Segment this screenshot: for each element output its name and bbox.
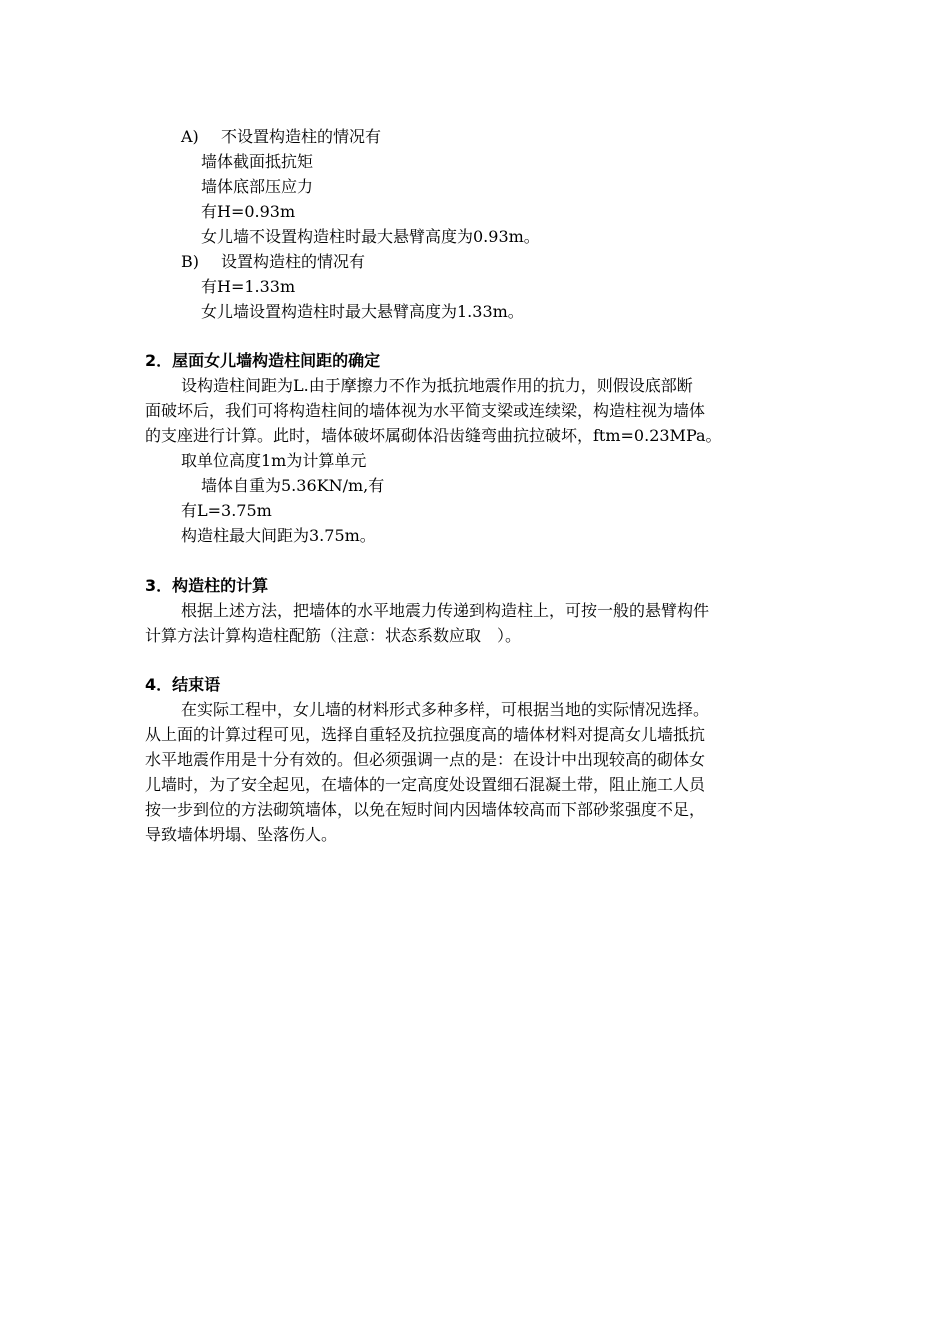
section-b-line: 有H=1.33m	[201, 277, 296, 296]
section-2-paragraph-line: 面破坏后，我们可将构造柱间的墙体视为水平简支梁或连续梁，构造柱视为墙体	[145, 401, 706, 420]
section-a-line: 女儿墙不设置构造柱时最大悬臂高度为0.93m。	[201, 227, 540, 246]
section-a-line: 墙体截面抵抗矩	[201, 152, 314, 171]
section-3-heading: 3．构造柱的计算	[145, 576, 269, 595]
section-a-line: 墙体底部压应力	[201, 177, 314, 196]
section-b-label: B)	[181, 252, 199, 271]
section-2-paragraph-line: 的支座进行计算。此时，墙体破坏属砌体沿齿缝弯曲抗拉破坏，ftm=0.23MPa。	[145, 426, 722, 445]
section-4-paragraph-line: 从上面的计算过程可见，选择自重轻及抗拉强度高的墙体材料对提高女儿墙抵抗	[145, 725, 706, 744]
section-2-heading: 2．屋面女儿墙构造柱间距的确定	[145, 351, 381, 370]
section-a-title	[181, 125, 381, 149]
section-2-result-line: 有L=3.75m	[181, 501, 272, 520]
section-4-paragraph-line: 按一步到位的方法砌筑墙体，以免在短时间内因墙体较高而下部砂浆强度不足，	[145, 800, 706, 819]
section-2-unit-line: 取单位高度1m为计算单元	[181, 451, 367, 470]
section-4-heading: 4．结束语	[145, 675, 221, 694]
section-2-paragraph-line: 设构造柱间距为L.由于摩擦力不作为抵抗地震作用的抗力，则假设底部断	[181, 376, 693, 395]
section-2-weight-line: 墙体自重为5.36KN/m,有	[201, 476, 385, 495]
section-a-title-text: 不设置构造柱的情况有	[221, 127, 382, 146]
section-4-paragraph-line: 导致墙体坍塌、坠落伤人。	[145, 825, 338, 844]
section-b-title	[181, 250, 365, 274]
section-b-line: 女儿墙设置构造柱时最大悬臂高度为1.33m。	[201, 302, 524, 321]
section-3-paragraph-line: 计算方法计算构造柱配筋（注意：状态系数应取 ）。	[145, 626, 522, 645]
section-4-paragraph-line: 在实际工程中，女儿墙的材料形式多种多样，可根据当地的实际情况选择。	[181, 700, 710, 719]
section-a-label: A)	[181, 127, 199, 146]
section-a-line: 有H=0.93m	[201, 202, 296, 221]
section-2-conclusion-line: 构造柱最大间距为3.75m。	[181, 526, 376, 545]
section-b-title-text: 设置构造柱的情况有	[221, 252, 366, 271]
section-4-paragraph-line: 儿墙时，为了安全起见，在墙体的一定高度处设置细石混凝土带，阻止施工人员	[145, 775, 706, 794]
section-3-paragraph-line: 根据上述方法，把墙体的水平地震力传递到构造柱上，可按一般的悬臂构件	[181, 601, 710, 620]
section-4-paragraph-line: 水平地震作用是十分有效的。但必须强调一点的是：在设计中出现较高的砌体女	[145, 750, 706, 769]
